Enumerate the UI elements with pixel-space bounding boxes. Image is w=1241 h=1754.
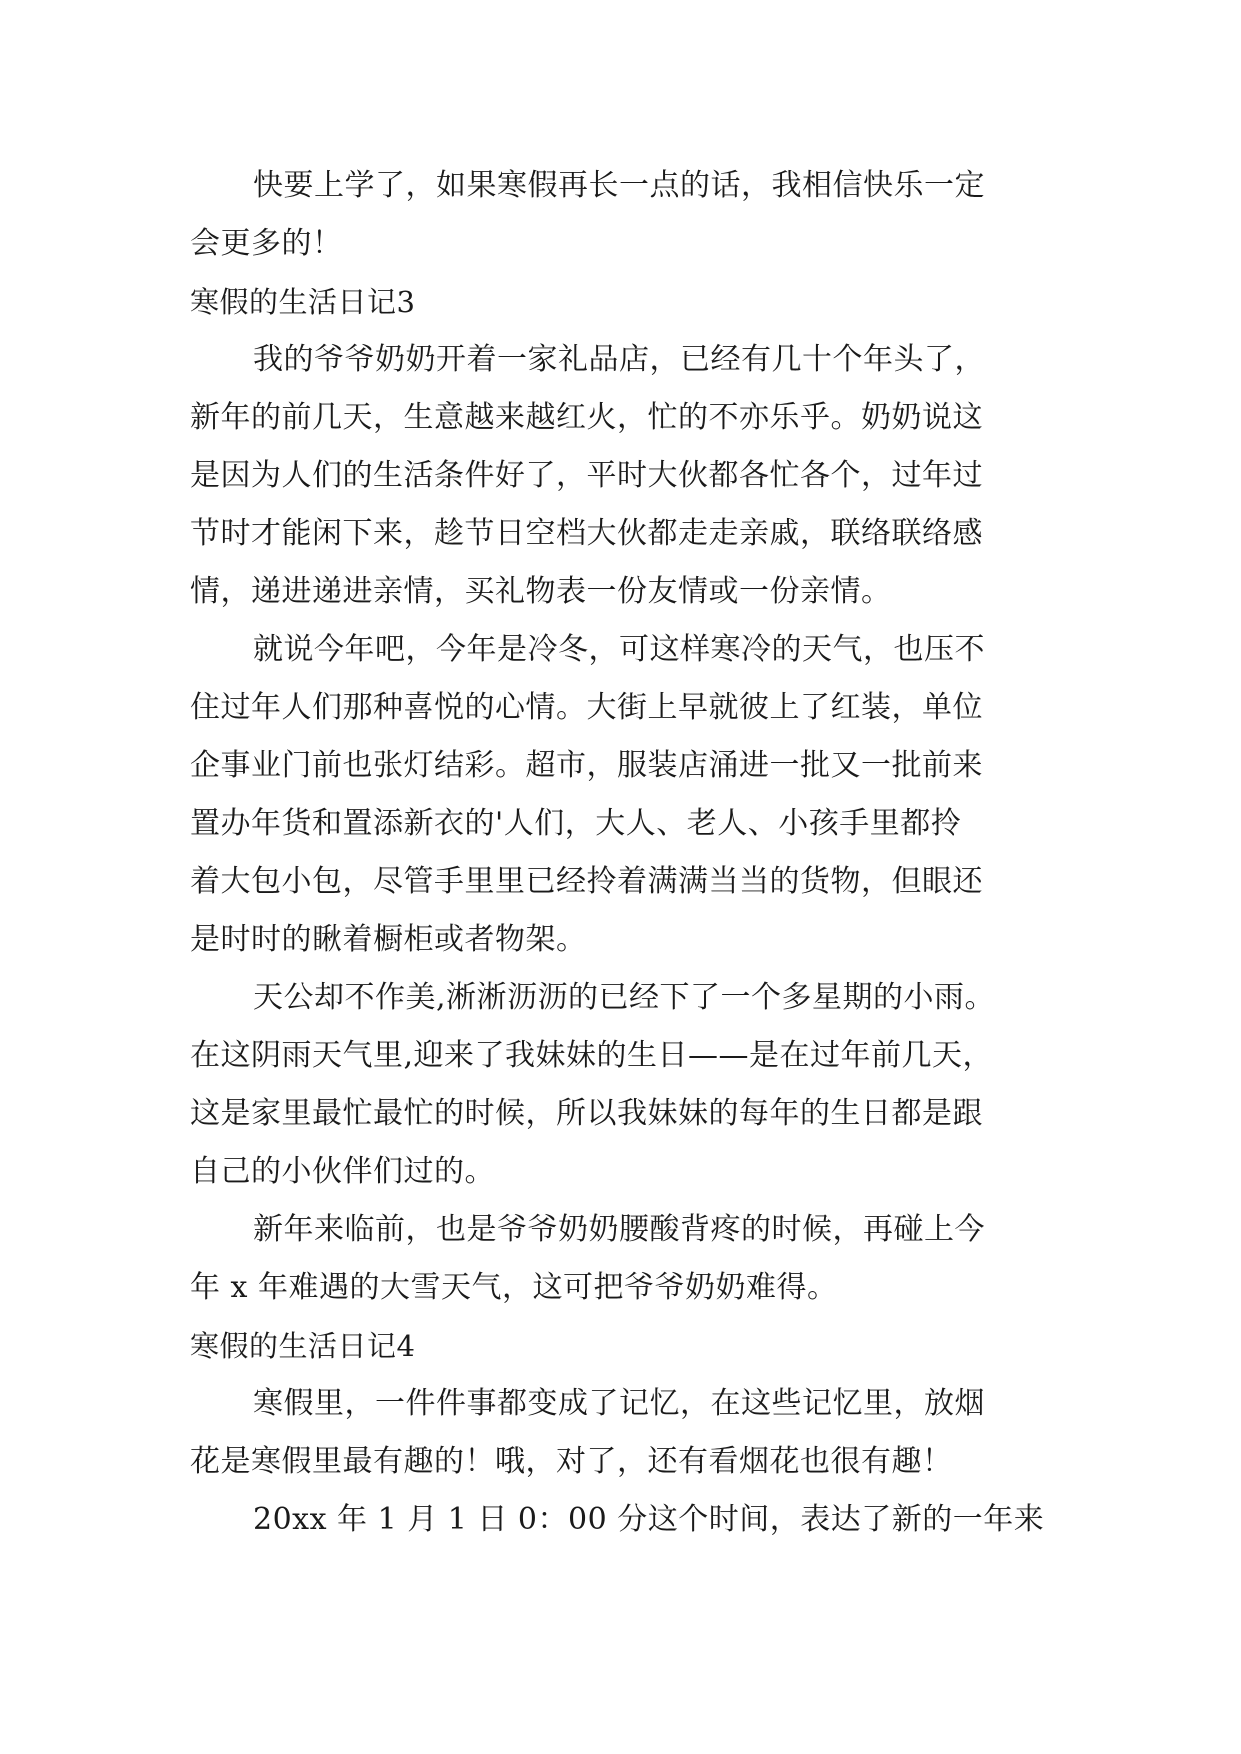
paragraph-line: 着大包小包，尽管手里里已经拎着满满当当的货物，但眼还: [190, 864, 983, 899]
paragraph-line: 这是家里最忙最忙的时候，所以我妹妹的每年的生日都是跟: [190, 1096, 983, 1131]
paragraph-line: 是时时的瞅着橱柜或者物架。: [190, 922, 587, 957]
paragraph-line: 企事业门前也张灯结彩。超市，服装店涌进一批又一批前来: [190, 748, 983, 783]
paragraph-line: 新年来临前，也是爷爷奶奶腰酸背疼的时候，再碰上今: [253, 1212, 985, 1247]
paragraph-line: 就说今年吧，今年是冷冬，可这样寒冷的天气，也压不: [253, 632, 985, 667]
paragraph-line: 寒假里，一件件事都变成了记忆，在这些记忆里，放烟: [253, 1386, 985, 1421]
paragraph-line: 快要上学了，如果寒假再长一点的话，我相信快乐一定: [253, 168, 985, 203]
paragraph-line: 节时才能闲下来，趁节日空档大伙都走走亲戚，联络联络感: [190, 516, 983, 551]
paragraph-line: 自己的小伙伴们过的。: [190, 1154, 495, 1189]
paragraph-line: 是因为人们的生活条件好了，平时大伙都各忙各个，过年过: [190, 458, 983, 493]
paragraph-line: 年 x 年难遇的大雪天气，这可把爷爷奶奶难得。: [190, 1270, 838, 1305]
paragraph-line: 会更多的！: [190, 226, 343, 261]
paragraph-line: 我的爷爷奶奶开着一家礼品店，已经有几十个年头了，: [253, 342, 985, 377]
paragraph-line: 置办年货和置添新衣的'人们，大人、老人、小孩手里都拎: [190, 806, 962, 841]
paragraph-line: 花是寒假里最有趣的！哦，对了，还有看烟花也很有趣！: [190, 1444, 953, 1479]
paragraph-line: 情，递进递进亲情，买礼物表一份友情或一份亲情。: [190, 574, 892, 609]
section-heading: 寒假的生活日记4: [190, 1329, 416, 1363]
section-heading: 寒假的生活日记3: [190, 285, 416, 319]
paragraph-line: 20xx 年 1 月 1 日 0：00 分这个时间，表达了新的一年来: [253, 1502, 1045, 1537]
paragraph-line: 天公却不作美,淅淅沥沥的已经下了一个多星期的小雨。: [253, 980, 996, 1015]
paragraph-line: 住过年人们那种喜悦的心情。大街上早就彼上了红装，单位: [190, 690, 983, 725]
paragraph-line: 在这阴雨天气里,迎来了我妹妹的生日——是在过年前几天，: [190, 1038, 994, 1073]
paragraph-line: 新年的前几天，生意越来越红火，忙的不亦乐乎。奶奶说这: [190, 400, 983, 435]
